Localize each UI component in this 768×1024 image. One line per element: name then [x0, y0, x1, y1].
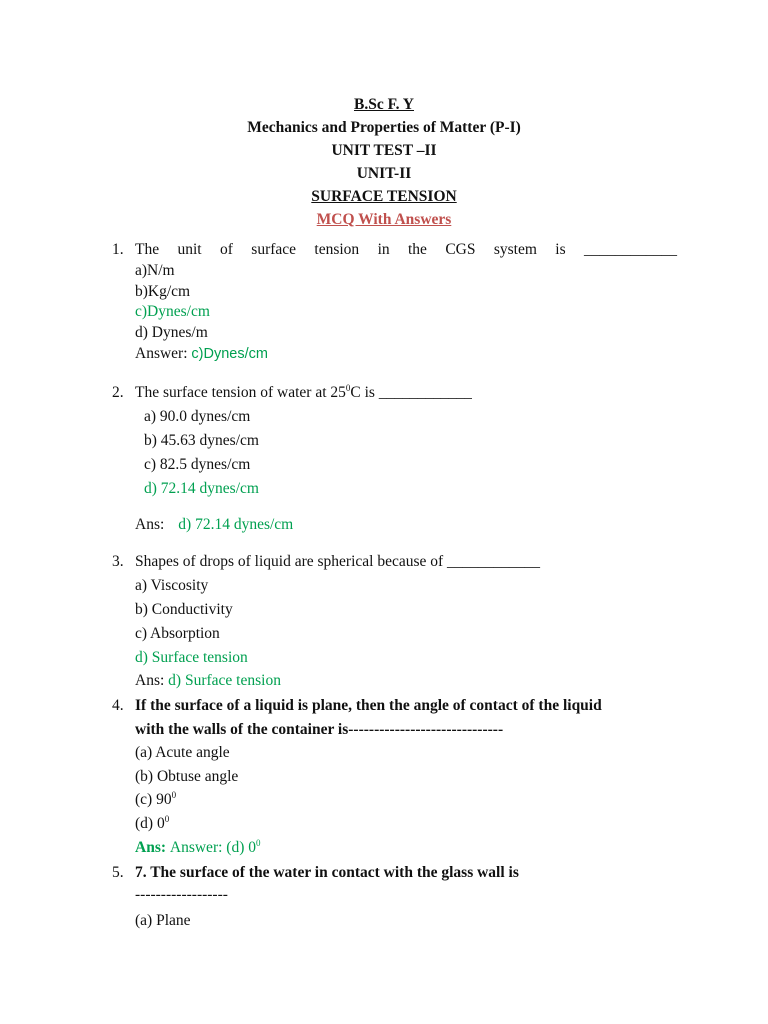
question-4-option-d: (d) $0^0$: [135, 814, 170, 832]
test-title: UNIT TEST –II: [331, 142, 437, 159]
question-5-number: 5.: [112, 864, 124, 881]
question-2-text: The surface tension of water at $25^0C$ is ____________: [135, 383, 472, 401]
question-4-text-line-1: If the surface of a liquid is plane, then the angle of contact of the liquid: [135, 697, 602, 714]
question-1-option-b: b)Kg/cm: [135, 283, 191, 300]
question-2-option-b: b) 45.63 dynes/cm: [144, 432, 259, 449]
question-1-text: The unit of surface tension in the CGS system is ____________: [135, 241, 677, 258]
question-2-option-c: c) 82.5 dynes/cm: [144, 456, 251, 473]
topic-title: SURFACE TENSION: [311, 188, 457, 205]
question-3-option-c: c) Absorption: [135, 625, 220, 642]
question-1-option-a: a)N/m: [135, 262, 175, 279]
question-4-option-a: (a) Acute angle: [135, 744, 230, 761]
course-title: B.Sc F. Y: [353, 96, 414, 113]
question-1-option-c: c)Dynes/cm: [135, 303, 210, 320]
question-2-option-a: a) 90.0 dynes/cm: [144, 408, 251, 425]
question-1-answer: Answer: c)Dynes/cm: [135, 345, 268, 362]
question-1-number: 1.: [112, 241, 124, 258]
subject-title: Mechanics and Properties of Matter (P-I): [247, 119, 521, 136]
question-2-option-d: d) 72.14 dynes/cm: [144, 480, 259, 497]
question-5-text-line-2: ------------------: [135, 886, 228, 903]
question-5-text-line-1: 7. The surface of the water in contact with the glass wall is: [135, 864, 519, 881]
unit-title: UNIT-II: [356, 165, 412, 182]
question-2-answer: Ans: d) 72.14 dynes/cm: [135, 516, 294, 533]
question-3-option-d: d) Surface tension: [135, 649, 248, 666]
question-3-option-a: a) Viscosity: [135, 577, 209, 594]
question-3-answer: Ans: d) Surface tension: [135, 672, 281, 689]
question-1-option-d: d) Dynes/m: [135, 324, 208, 341]
question-4-text-line-2: with the walls of the container is------------------------------: [135, 721, 504, 738]
question-2-number: 2.: [112, 384, 124, 401]
mcq-heading: MCQ With Answers: [316, 211, 452, 228]
question-4-number: 4.: [112, 697, 124, 714]
question-3-text: Shapes of drops of liquid are spherical because of ____________: [135, 553, 541, 570]
question-3-number: 3.: [112, 553, 124, 570]
question-5-option-a: (a) Plane: [135, 912, 191, 929]
question-4-option-b: (b) Obtuse angle: [135, 768, 239, 785]
question-3-option-b: b) Conductivity: [135, 601, 233, 618]
document-header: [0, 93, 768, 231]
question-4-answer: Ans: Answer: (d) $0^0$: [135, 838, 261, 856]
question-4-option-c: (c) $90^0$: [135, 790, 177, 808]
